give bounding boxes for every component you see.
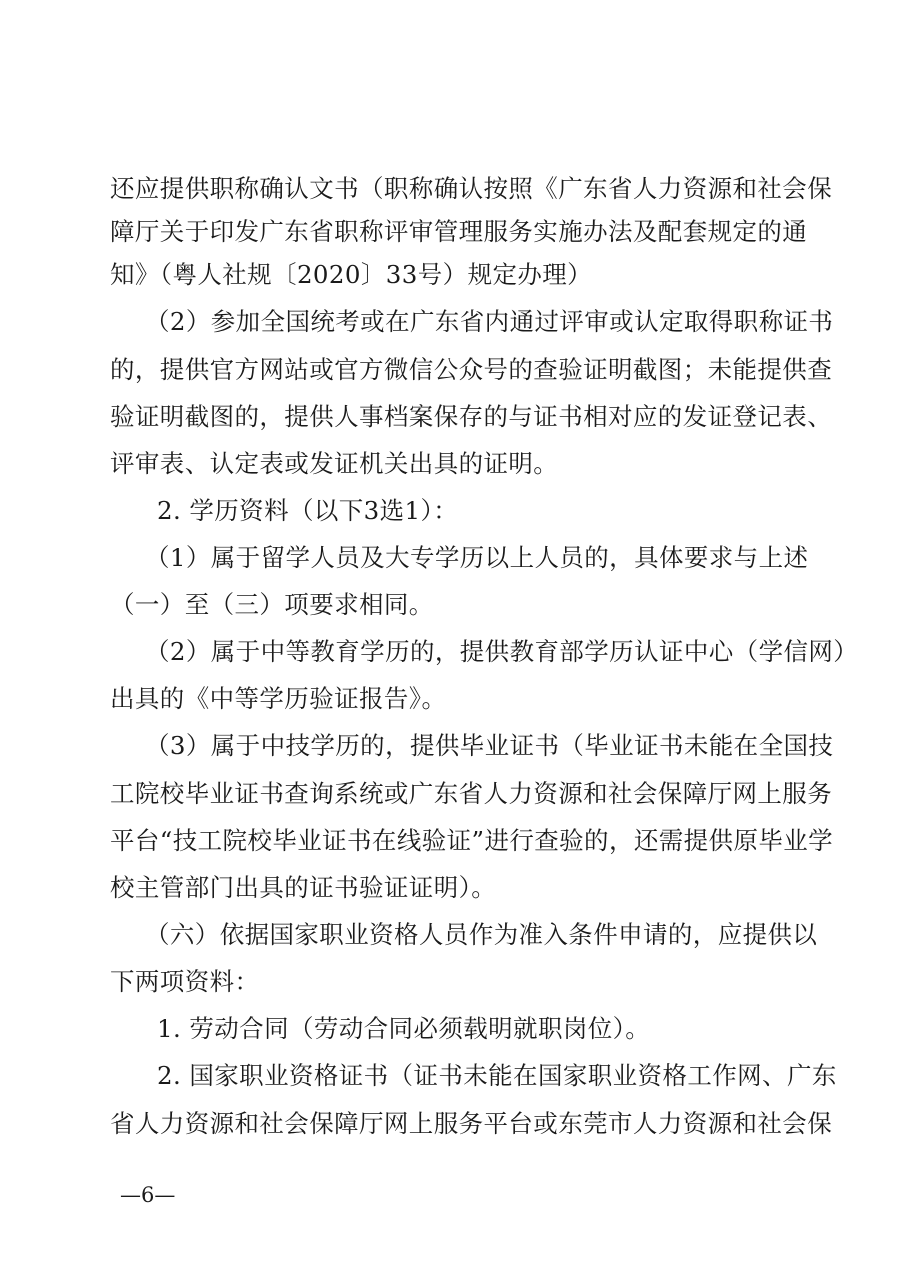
text-line-6: 验证明截图的，提供人事档案保存的与证书相对应的发证登记表、 bbox=[110, 402, 833, 431]
text-line-20: 2. 国家职业资格证书（证书未能在国家职业资格工作网、广东 bbox=[157, 1061, 837, 1090]
text-line-8: 2. 学历资料（以下3选1）： bbox=[157, 496, 459, 525]
text-line-7: 评审表、认定表或发证机关出具的证明。 bbox=[110, 449, 559, 478]
text-line-9: （1）属于留学人员及大专学历以上人员的，具体要求与上述 bbox=[145, 543, 809, 572]
text-line-1: 还应提供职称确认文书（职称确认按照《广东省人力资源和社会保 bbox=[110, 174, 833, 203]
text-line-4: （2）参加全国统考或在广东省内通过评审或认定取得职称证书 bbox=[145, 307, 834, 336]
text-line-11: （2）属于中等教育学历的，提供教育部学历认证中心（学信网） bbox=[145, 637, 859, 666]
text-line-10: （一）至（三）项要求相同。 bbox=[110, 590, 434, 619]
text-line-15: 平台“技工院校毕业证书在线验证”进行查验的，还需提供原毕业学 bbox=[110, 826, 834, 855]
text-line-2: 障厅关于印发广东省职称评审管理服务实施办法及配套规定的通 bbox=[110, 217, 808, 246]
text-line-12: 出具的《中等学历验证报告》。 bbox=[110, 684, 447, 713]
text-line-21: 省人力资源和社会保障厅网上服务平台或东莞市人力资源和社会保 bbox=[110, 1109, 833, 1138]
text-line-17: （六）依据国家职业资格人员作为准入条件申请的，应提供以 bbox=[145, 920, 818, 949]
text-line-5: 的，提供官方网站或官方微信公众号的查验证明截图；未能提供查 bbox=[110, 355, 833, 384]
text-line-14: 工院校毕业证书查询系统或广东省人力资源和社会保障厅网上服务 bbox=[110, 779, 833, 808]
page-number: —6— bbox=[120, 1183, 176, 1207]
text-line-19: 1. 劳动合同（劳动合同必须载明就职岗位）。 bbox=[157, 1014, 651, 1043]
text-line-18: 下两项资料： bbox=[110, 967, 260, 996]
text-line-16: 校主管部门出具的证书验证证明）。 bbox=[110, 873, 497, 902]
text-line-13: （3）属于中技学历的，提供毕业证书（毕业证书未能在全国技 bbox=[145, 731, 834, 760]
text-line-3: 知》（粤人社规〔2020〕33号）规定办理） bbox=[110, 260, 593, 289]
